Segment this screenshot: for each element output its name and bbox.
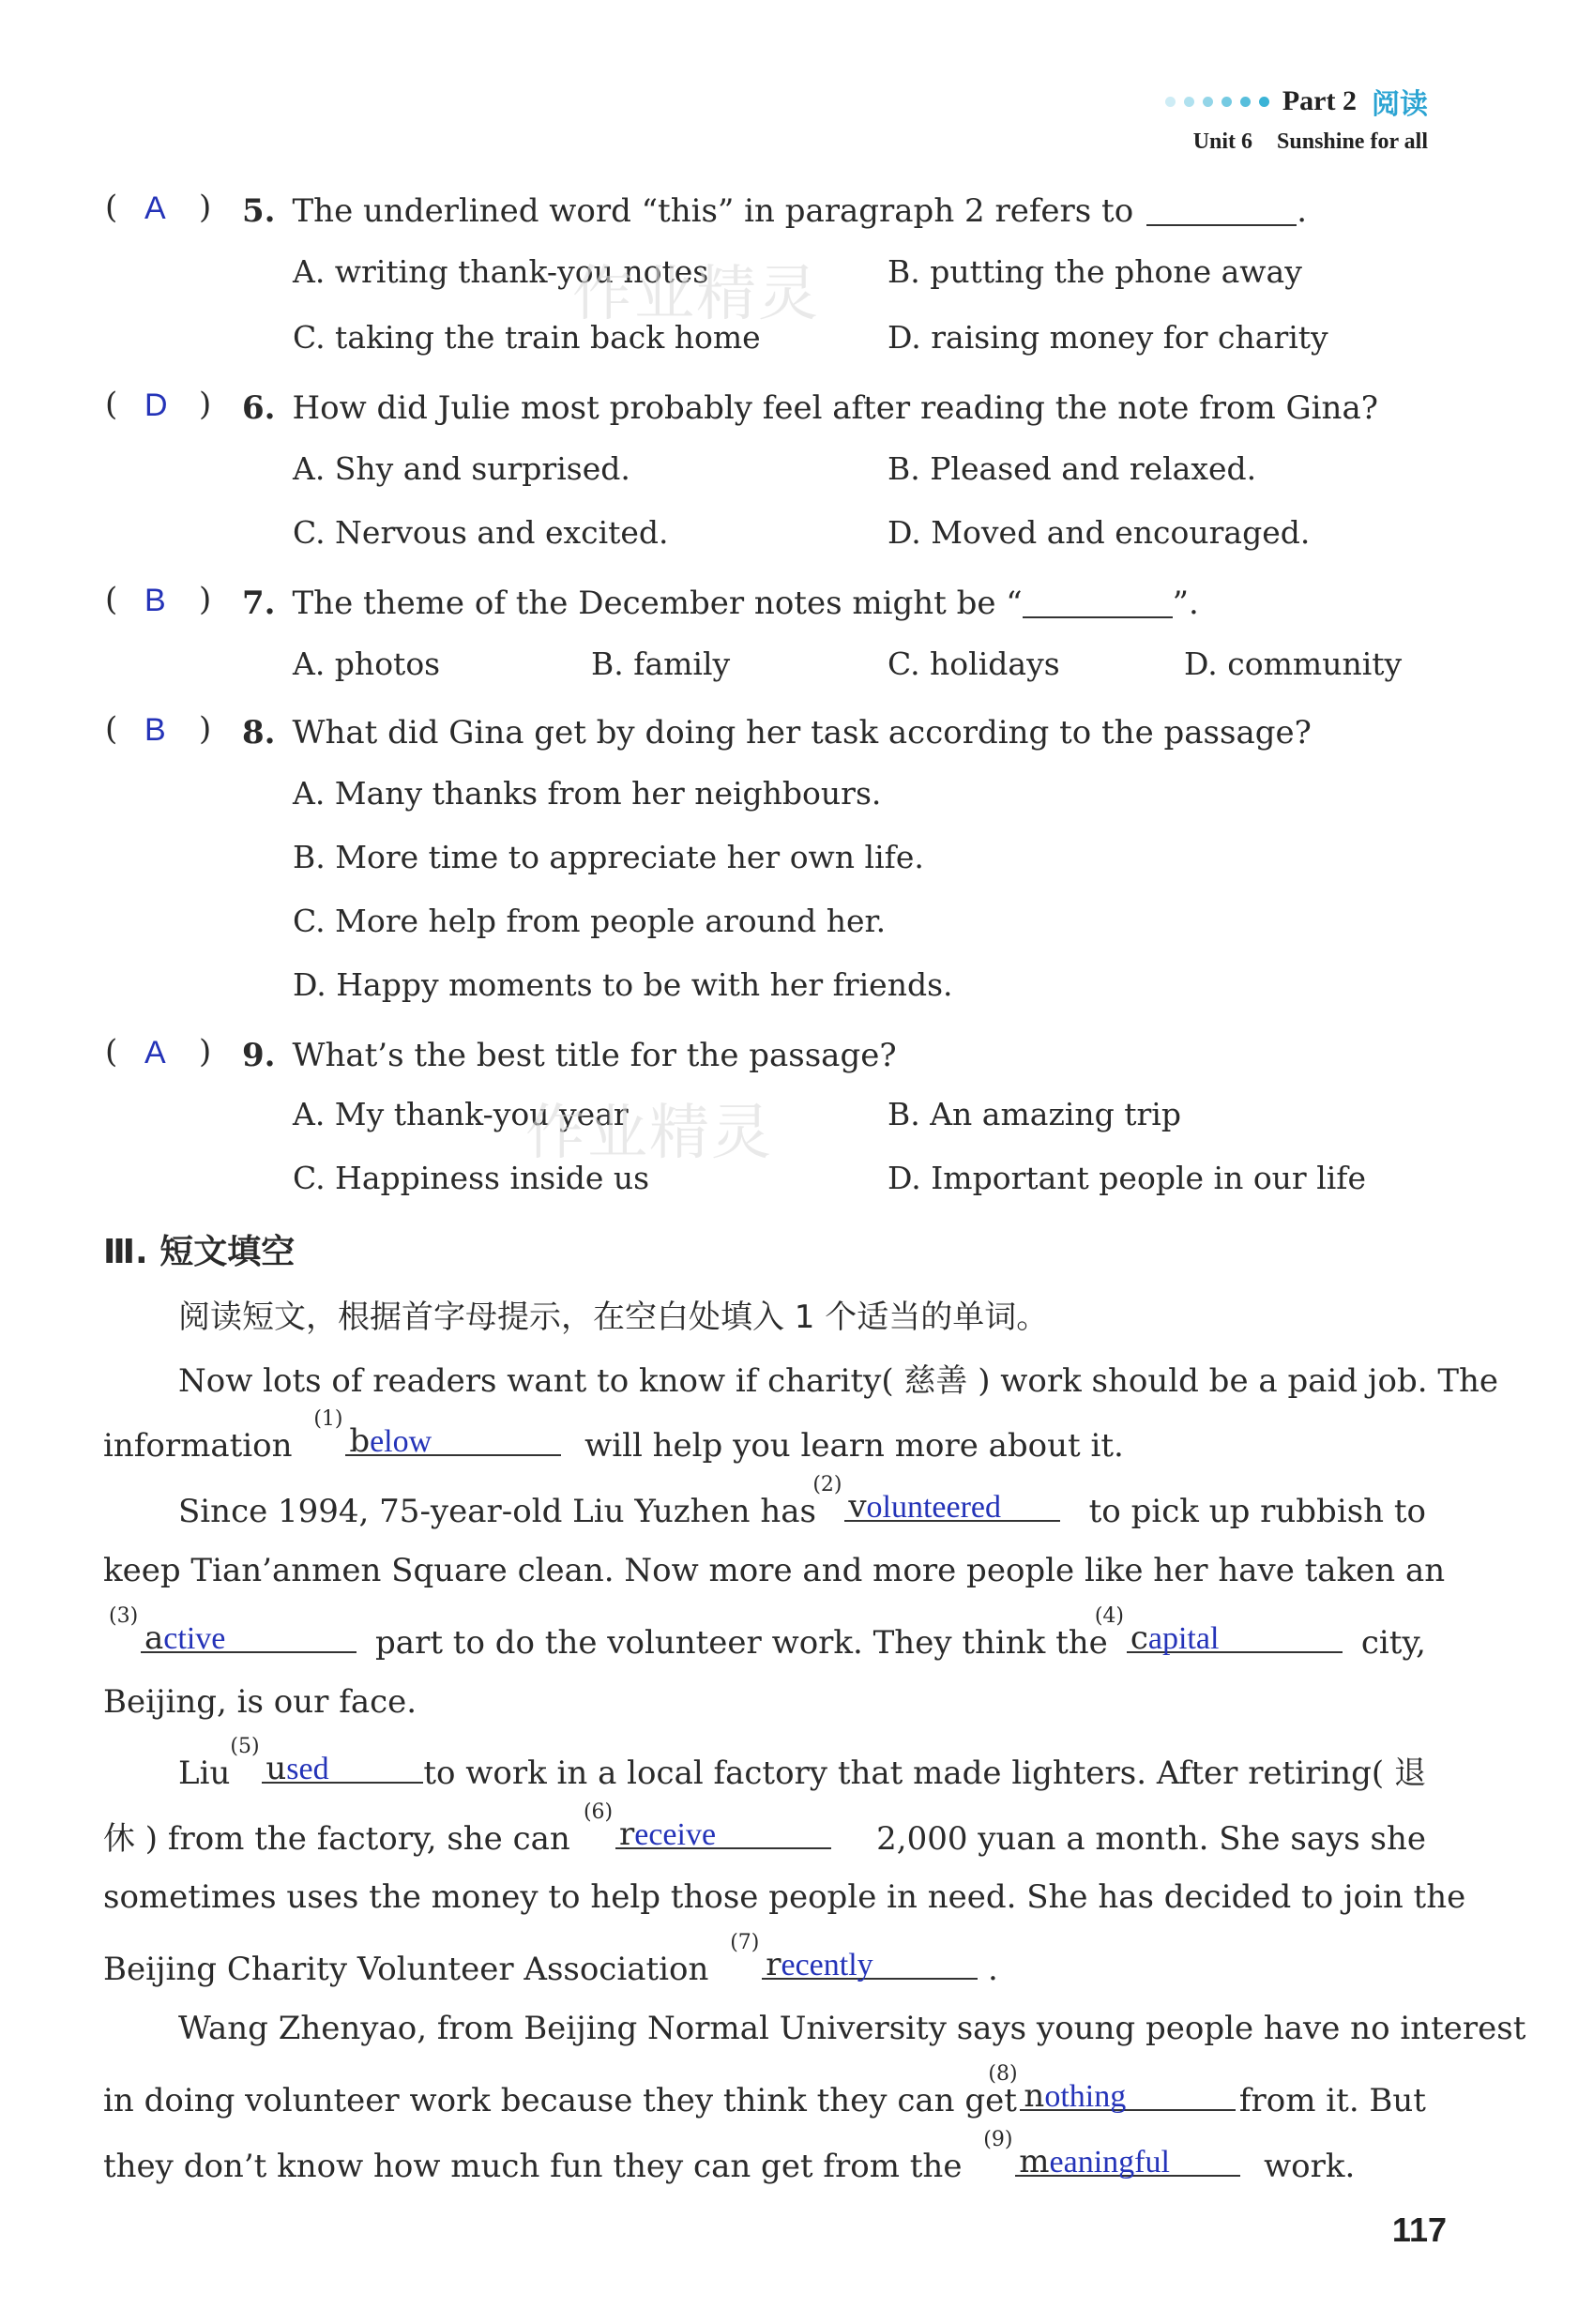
option: B. family: [591, 646, 731, 682]
option: A. writing thank-you notes: [293, 253, 709, 290]
watermark: 作业精灵: [572, 260, 820, 329]
passage-line: sometimes uses the money to help those people in need. She has decided to join the: [103, 1878, 1466, 1916]
blank-9[interactable]: (9) meaningful: [1015, 2141, 1240, 2177]
blank-1[interactable]: (1) below: [345, 1420, 561, 1456]
blank-3[interactable]: (3) active: [141, 1618, 357, 1653]
question-8: ( B ) 8. What did Gina get by doing her task according to the passage?: [105, 710, 1312, 752]
question-5: ( A ) 5. The underlined word “this” in paragraph 2 refers to .: [105, 189, 1307, 230]
blank-7[interactable]: (7) recently: [762, 1944, 978, 1980]
option: D. Important people in our life: [888, 1160, 1367, 1196]
question-5-text: The underlined word “this” in paragraph 2 refers to: [292, 192, 1134, 230]
question-6: ( D ) 6. How did Julie most probably feel after reading the note from Gina?: [105, 386, 1378, 427]
option: C. Nervous and excited.: [293, 514, 669, 551]
question-9-text: What’s the best title for the passage?: [292, 1037, 897, 1074]
option: B. putting the phone away: [888, 253, 1302, 290]
answer-8: B: [144, 712, 166, 748]
option: C. Happiness inside us: [293, 1160, 650, 1196]
blank-2[interactable]: (2) volunteered: [844, 1486, 1060, 1522]
option: B. An amazing trip: [888, 1096, 1181, 1132]
passage-line: Now lots of readers want to know if charity( 慈善 ) work should be a paid job. The: [178, 1362, 1499, 1400]
option: D. Happy moments to be with her friends.: [293, 966, 953, 1003]
section-title: Ⅲ. 短文填空: [103, 1233, 296, 1271]
option: D. raising money for charity: [888, 319, 1328, 356]
question-9: ( A ) 9. What’s the best title for the passage?: [105, 1033, 897, 1074]
blank-8[interactable]: (8) nothing: [1020, 2075, 1236, 2111]
answer-9: A: [144, 1035, 166, 1071]
option: D. community: [1184, 646, 1403, 682]
page-number: 117: [1391, 2210, 1447, 2249]
passage-line: Beijing, is our face.: [103, 1683, 417, 1721]
option: B. More time to appreciate her own life.: [293, 839, 924, 875]
page-header: [1165, 81, 1428, 155]
unit-title: Sunshine for all: [1277, 129, 1428, 154]
answer-6: D: [144, 387, 168, 423]
passage-line: Since 1994, 75-year-old Liu Yuzhen has (2) volunteered to pick up rubbish to: [178, 1473, 1426, 1530]
passage-line: Liu (5) used to work in a local factory that made lighters. After retiring( 退: [178, 1735, 1426, 1792]
part-cn-label: 阅读: [1372, 88, 1428, 121]
question-8-text: What did Gina get by doing her task according to the passage?: [292, 714, 1312, 752]
part-label: Part 2: [1282, 85, 1357, 116]
passage-line: (3) active part to do the volunteer work. They think the (4) capital city,: [109, 1604, 1426, 1662]
decorative-dots: [1165, 97, 1269, 107]
unit-label: Unit 6: [1192, 129, 1253, 154]
passage-line: keep Tian’anmen Square clean. Now more and more people like her have taken an: [103, 1552, 1446, 1589]
option: D. Moved and encouraged.: [888, 514, 1311, 551]
watermark: 作业精灵: [525, 1099, 773, 1168]
passage-line: Beijing Charity Volunteer Association (7) recently .: [103, 1931, 998, 1988]
blank-5[interactable]: (5) used: [262, 1748, 423, 1784]
blank-6[interactable]: (6) receive: [615, 1814, 831, 1849]
option: A. photos: [293, 646, 441, 682]
question-6-text: How did Julie most probably feel after reading the note from Gina?: [292, 389, 1378, 427]
option: A. Many thanks from her neighbours.: [293, 775, 882, 812]
option: C. holidays: [888, 646, 1060, 682]
blank-4[interactable]: (4) capital: [1127, 1618, 1343, 1653]
question-7-text: The theme of the December notes might be “: [292, 585, 1023, 622]
option: A. Shy and surprised.: [293, 450, 630, 487]
passage-line: information (1) below will help you learn more about it.: [103, 1407, 1124, 1465]
option: B. Pleased and relaxed.: [888, 450, 1257, 487]
passage-line: in doing volunteer work because they think they can get (8) nothing from it. But: [103, 2062, 1426, 2119]
passage-line: they don’t know how much fun they can get from the (9) meaningful work.: [103, 2128, 1356, 2185]
passage-line: Wang Zhenyao, from Beijing Normal University says young people have no interest: [178, 2010, 1526, 2047]
option: A. My thank-you year: [293, 1096, 629, 1132]
passage-line: 休 ) from the factory, she can (6) receive 2,000 yuan a month. She says she: [103, 1800, 1426, 1858]
answer-5: A: [144, 190, 166, 226]
option: C. More help from people around her.: [293, 903, 887, 939]
section-instruction: 阅读短文，根据首字母提示，在空白处填入 1 个适当的单词。: [178, 1299, 1049, 1336]
answer-7: B: [144, 583, 166, 618]
question-7: ( B ) 7. The theme of the December notes might be “ ”.: [105, 581, 1199, 622]
option: C. taking the train back home: [293, 319, 761, 356]
